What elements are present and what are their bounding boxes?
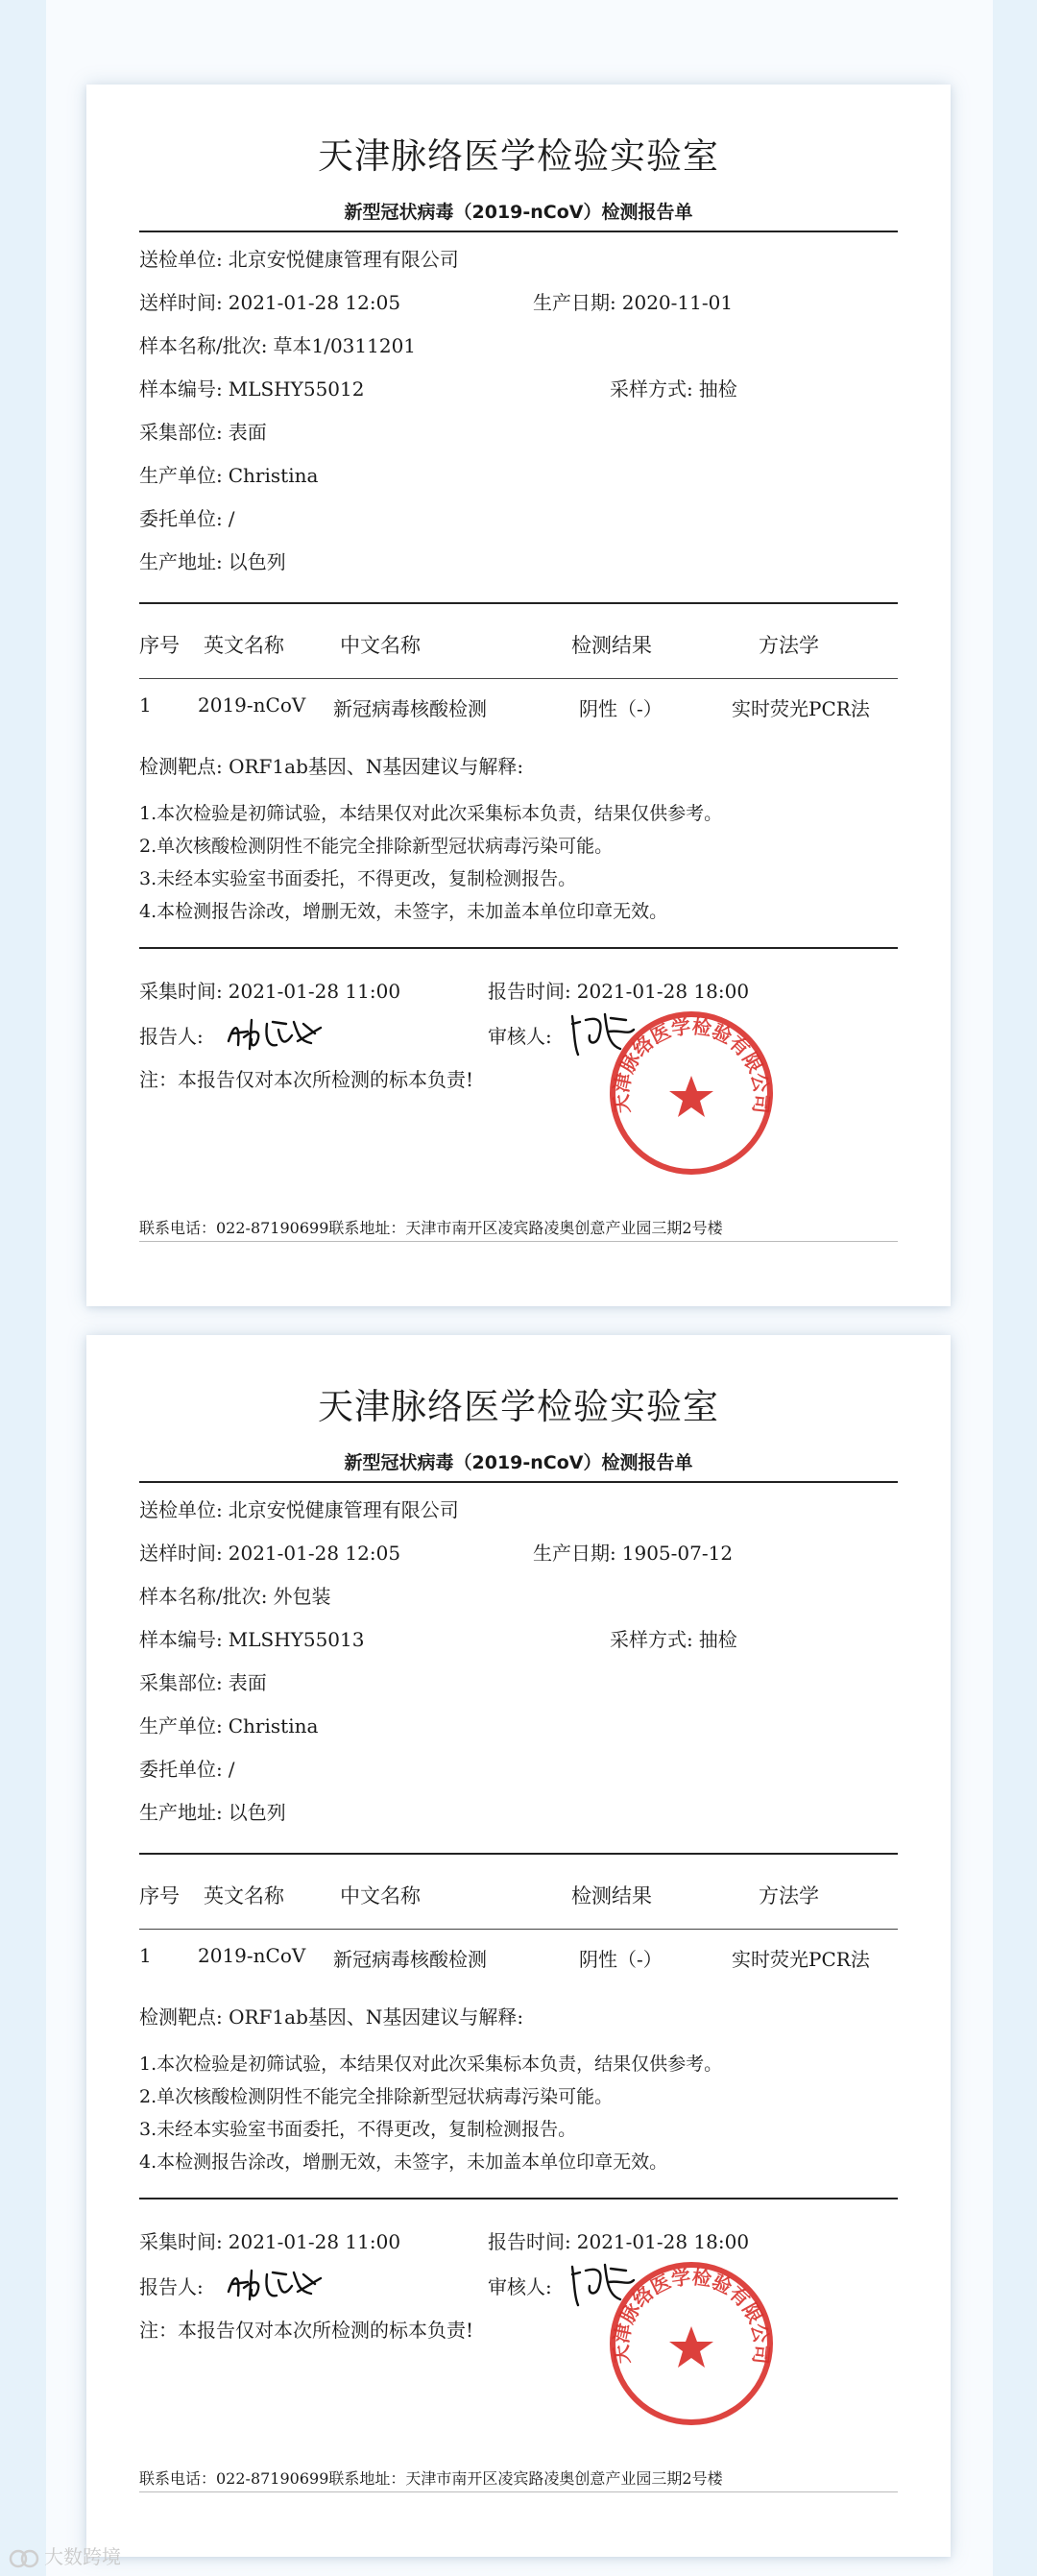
table-cell-chinese-name: 新冠病毒核酸检测 [333,1948,487,1971]
production-date-field: 生产日期: 1905-07-12 [533,1542,734,1565]
table-cell-method: 实时荧光PCR法 [732,1948,870,1971]
column-header-chinese-name: 中文名称 [340,1884,421,1908]
note-line: 3.未经本实验室书面委托，不得更改，复制检测报告。 [139,2119,577,2140]
reporter-signature [223,2263,328,2305]
report-time-field: 报告时间: 2021-01-28 18:00 [488,2230,750,2253]
client-field: 送检单位: 北京安悦健康管理有限公司 [139,248,459,271]
sample-number-field: 样本编号: MLSHY55012 [139,377,365,401]
sampling-method-field: 采样方式: 抽检 [610,377,737,401]
notes-divider [139,947,898,949]
lab-name: 天津脉络医学检验实验室 [318,135,719,177]
sampling-method-field: 采样方式: 抽检 [610,1628,737,1651]
table-cell-method: 实时荧光PCR法 [732,697,870,720]
title-divider [139,231,898,232]
table-cell-english-name: 2019-nCoV [198,693,306,717]
table-header-divider [139,678,898,679]
producer-field: 生产单位: Christina [139,464,319,487]
table-cell-english-name: 2019-nCoV [198,1944,306,1967]
watermark-logo-icon [8,2548,40,2569]
reporter-signature [223,1012,328,1055]
sample-name-field: 样本名称/批次: 外包装 [139,1585,331,1608]
reporter-label: 报告人: [139,1025,204,1048]
watermark [8,2541,121,2569]
sample-name-field: 样本名称/批次: 草本1/0311201 [139,334,417,357]
note-line: 4.本检测报告涂改，增删无效，未签字，未加盖本单位印章无效。 [139,901,668,922]
producer-field: 生产单位: Christina [139,1714,319,1738]
client-field: 送检单位: 北京安悦健康管理有限公司 [139,1498,459,1521]
report-title: 新型冠状病毒（2019-nCoV）检测报告单 [344,202,693,223]
official-seal [605,2257,778,2430]
title-divider [139,1481,898,1483]
test-report-sheet [86,1335,951,2557]
column-header-result: 检测结果 [571,634,652,657]
column-header-english-name: 英文名称 [204,1884,284,1908]
column-header-index: 序号 [139,634,180,657]
column-header-method: 方法学 [759,634,819,657]
sample-number-field: 样本编号: MLSHY55013 [139,1628,365,1651]
column-header-chinese-name: 中文名称 [340,634,421,657]
table-header-divider [139,1929,898,1930]
table-cell-result: 阴性（-） [579,697,663,720]
footer-divider [139,2491,898,2492]
contact-footer: 联系电话：022-87190699联系地址：天津市南开区凌宾路凌奥创意产业园三期2号楼 [139,2469,723,2488]
send-time-field: 送样时间: 2021-01-28 12:05 [139,291,401,314]
production-date-field: 生产日期: 2020-11-01 [533,291,734,314]
contact-footer: 联系电话：022-87190699联系地址：天津市南开区凌宾路凌奥创意产业园三期2号楼 [139,1219,723,1237]
page-margin-left [0,0,46,2576]
official-seal [605,1007,778,1179]
production-address-field: 生产地址: 以色列 [139,1801,286,1824]
note-line: 2.单次核酸检测阴性不能完全排除新型冠状病毒污染可能。 [139,836,614,857]
note-line: 4.本检测报告涂改，增删无效，未签字，未加盖本单位印章无效。 [139,2151,668,2173]
disclaimer: 注：本报告仅对本次所检测的标本负责! [139,2319,474,2342]
svg-text:天津脉络医学检验有限公司: 天津脉络医学检验有限公司 [609,2265,774,2366]
table-cell-index: 1 [139,1944,152,1967]
collection-time-field: 采集时间: 2021-01-28 11:00 [139,2230,401,2253]
entrusting-unit-field: 委托单位: / [139,1758,235,1781]
report-title: 新型冠状病毒（2019-nCoV）检测报告单 [344,1452,693,1473]
entrusting-unit-field: 委托单位: / [139,507,235,530]
send-time-field: 送样时间: 2021-01-28 12:05 [139,1542,401,1565]
collection-site-field: 采集部位: 表面 [139,421,267,444]
table-cell-index: 1 [139,693,152,717]
detection-targets: 检测靶点: ORF1ab基因、N基因建议与解释: [139,755,524,778]
column-header-result: 检测结果 [571,1884,652,1908]
test-report-sheet [86,85,951,1306]
note-line: 2.单次核酸检测阴性不能完全排除新型冠状病毒污染可能。 [139,2086,614,2107]
page-margin-right [993,0,1037,2576]
note-line: 1.本次检验是初筛试验，本结果仅对此次采集标本负责，结果仅供参考。 [139,803,723,824]
column-header-method: 方法学 [759,1884,819,1908]
svg-text:天津脉络医学检验有限公司: 天津脉络医学检验有限公司 [609,1014,774,1115]
notes-divider [139,2198,898,2199]
column-header-english-name: 英文名称 [204,634,284,657]
reviewer-label: 审核人: [488,2275,552,2298]
disclaimer: 注：本报告仅对本次所检测的标本负责! [139,1068,474,1091]
table-cell-chinese-name: 新冠病毒核酸检测 [333,697,487,720]
table-cell-result: 阴性（-） [579,1948,663,1971]
production-address-field: 生产地址: 以色列 [139,550,286,573]
report-time-field: 报告时间: 2021-01-28 18:00 [488,980,750,1003]
detection-targets: 检测靶点: ORF1ab基因、N基因建议与解释: [139,2005,524,2029]
reviewer-label: 审核人: [488,1025,552,1048]
footer-divider [139,1241,898,1242]
column-header-index: 序号 [139,1884,180,1908]
reporter-label: 报告人: [139,2275,204,2298]
collection-site-field: 采集部位: 表面 [139,1671,267,1694]
lab-name: 天津脉络医学检验实验室 [318,1386,719,1427]
note-line: 3.未经本实验室书面委托，不得更改，复制检测报告。 [139,868,577,889]
table-top-divider [139,1853,898,1855]
watermark-text: 大数跨境 [44,2545,121,2568]
collection-time-field: 采集时间: 2021-01-28 11:00 [139,980,401,1003]
table-top-divider [139,602,898,604]
note-line: 1.本次检验是初筛试验，本结果仅对此次采集标本负责，结果仅供参考。 [139,2054,723,2075]
